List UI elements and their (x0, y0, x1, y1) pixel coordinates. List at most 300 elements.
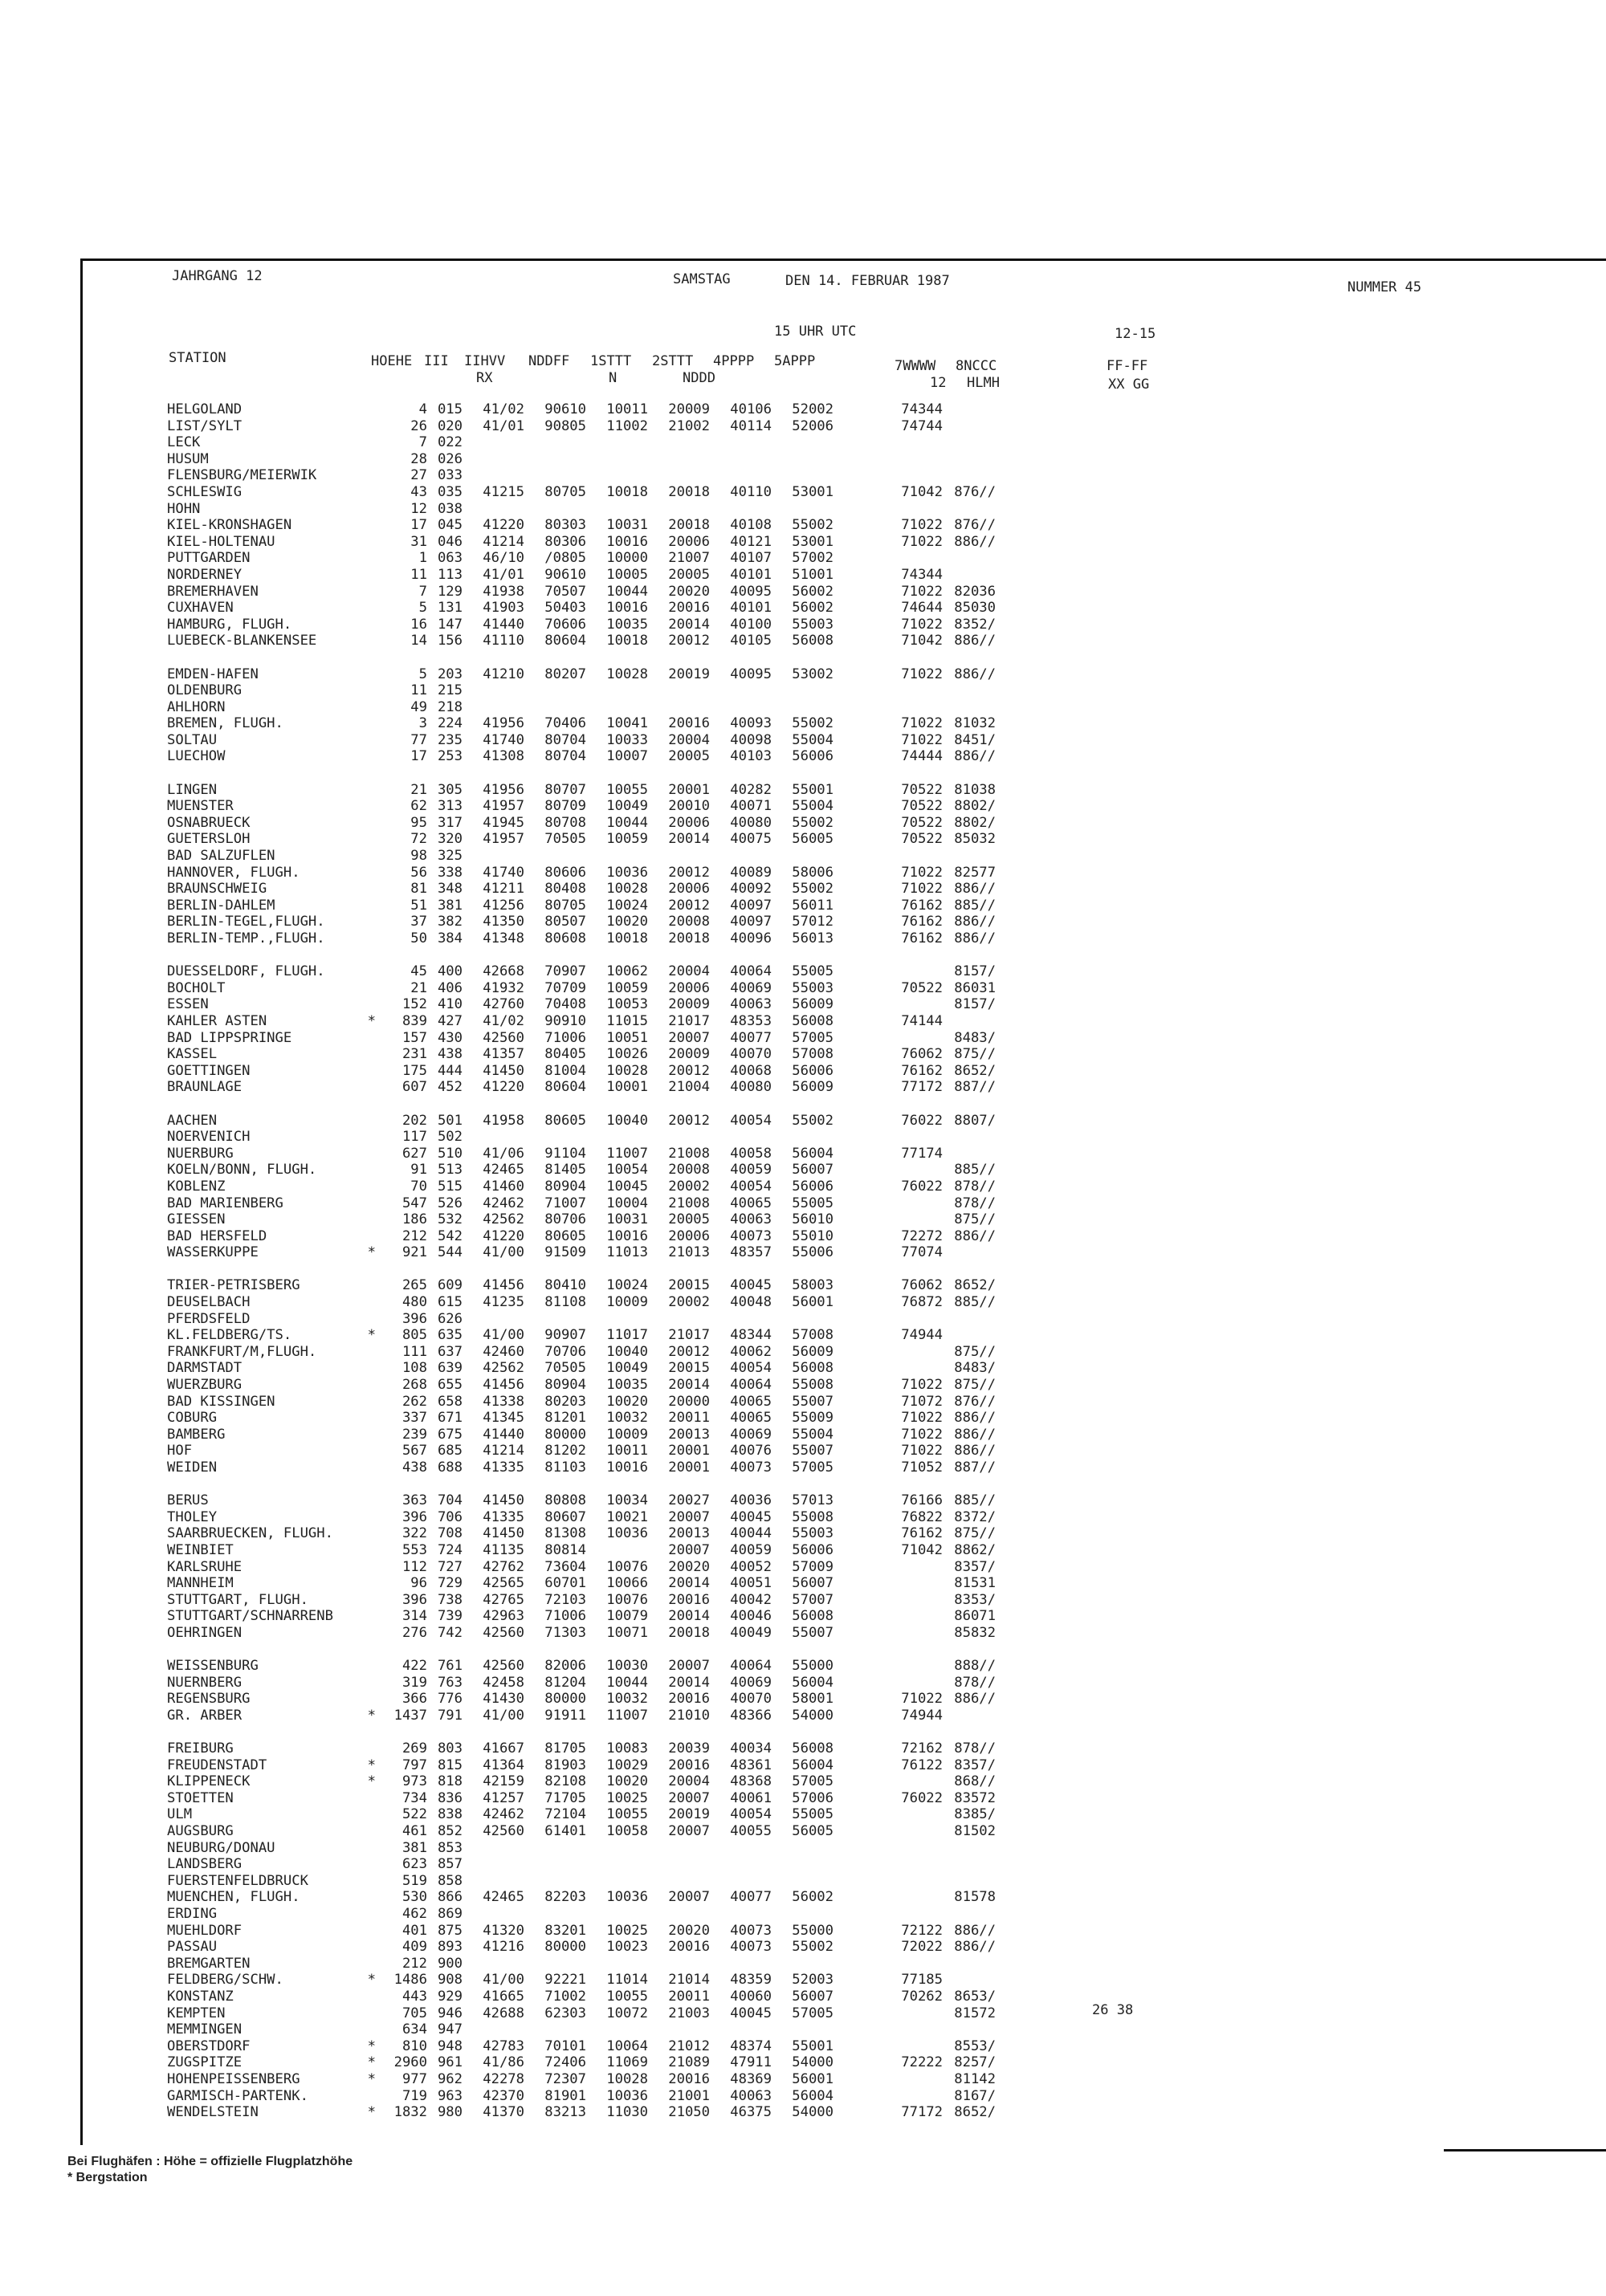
table-row (167, 1311, 1187, 1328)
station-height: 45 (410, 963, 427, 980)
group-2sttt: 20018 (668, 1624, 710, 1641)
station-id: 406 (437, 979, 463, 996)
group-nddff: 71705 (544, 1789, 586, 1806)
group-2sttt: 20004 (668, 731, 710, 748)
column-spacer (834, 2021, 880, 2038)
group-nddff (524, 1906, 586, 1923)
group-iihvv (463, 1873, 524, 1890)
weekday-label: SAMSTAG (673, 271, 731, 287)
table-row (167, 1608, 1187, 1625)
column-spacer (834, 2054, 880, 2071)
group-2sttt (648, 467, 710, 484)
group-4pppp: 40080 (730, 814, 772, 831)
station-height: 409 (402, 1939, 427, 1956)
group-1sttt: 10011 (606, 1443, 648, 1459)
station-height: 212 (402, 1955, 427, 1972)
mountain-marker (352, 848, 376, 865)
station-height: 839 (402, 1012, 427, 1029)
group-8nccc: 886// (954, 748, 996, 765)
group-4pppp: 48344 (730, 1327, 772, 1344)
station-id: 671 (437, 1410, 463, 1427)
group-4pppp: 40073 (730, 1459, 772, 1476)
table-row (167, 1046, 1187, 1063)
group-8nccc (943, 1129, 996, 1146)
station-name: OBERSTDORF (167, 2037, 251, 2054)
group-iihvv: 41214 (483, 1443, 524, 1459)
col-ff: FF-FF (1107, 358, 1148, 374)
group-7wwww (880, 1840, 943, 1857)
group-4pppp (710, 501, 772, 518)
group-7wwww: 76022 (901, 1178, 943, 1195)
group-4pppp: 40065 (730, 1393, 772, 1410)
station-height: 70 (410, 1178, 427, 1195)
station-name: WENDELSTEIN (167, 2104, 259, 2121)
group-2sttt: 21008 (668, 1145, 710, 1162)
group-5appp: 56008 (792, 1360, 834, 1377)
group-5appp (772, 1906, 834, 1923)
mountain-marker: * (367, 2070, 376, 2087)
group-8nccc: 875// (954, 1211, 996, 1228)
group-4pppp: 40114 (730, 417, 772, 434)
station-id: 639 (437, 1360, 463, 1377)
group-7wwww: 74144 (901, 1012, 943, 1029)
group-1sttt: 11013 (606, 1244, 648, 1261)
column-spacer (834, 666, 880, 683)
station-name: GOETTINGEN (167, 1062, 251, 1079)
group-8nccc (943, 1244, 996, 1261)
column-spacer (834, 1360, 880, 1377)
group-nddff: 80607 (544, 1508, 586, 1525)
group-4pppp: 40069 (730, 1426, 772, 1443)
group-2sttt: 20012 (668, 1343, 710, 1360)
group-8nccc: 85032 (954, 831, 996, 848)
group-nddff: 81201 (544, 1410, 586, 1427)
group-2sttt: 20020 (668, 1922, 710, 1939)
station-id: 526 (437, 1195, 463, 1211)
column-spacer (834, 1179, 880, 1195)
column-spacer (834, 550, 880, 567)
group-1sttt: 10024 (606, 897, 648, 914)
station-id: 685 (437, 1443, 463, 1459)
column-spacer (834, 1228, 880, 1245)
group-2sttt: 20006 (668, 814, 710, 831)
group-1sttt: 11017 (606, 1327, 648, 1344)
group-iihvv: 42562 (483, 1360, 524, 1377)
mountain-marker (352, 550, 376, 567)
group-2sttt (648, 501, 710, 518)
station-height: 480 (402, 1294, 427, 1311)
table-row (167, 1773, 1187, 1790)
station-name: WASSERKUPPE (167, 1244, 259, 1261)
mountain-marker: * (367, 1327, 376, 1344)
mountain-marker (352, 484, 376, 501)
group-4pppp (710, 434, 772, 451)
group-1sttt: 10041 (606, 715, 648, 732)
group-2sttt: 21089 (668, 2054, 710, 2071)
table-row (167, 1360, 1187, 1377)
group-1sttt: 10076 (606, 1591, 648, 1608)
group-nddff: 71006 (544, 1608, 586, 1625)
station-height: 314 (402, 1608, 427, 1625)
table-row (167, 1377, 1187, 1394)
table-row (167, 1492, 1187, 1509)
station-height: 7 (418, 434, 427, 451)
station-name: KLIPPENECK (167, 1773, 251, 1790)
station-id: 980 (437, 2104, 463, 2121)
station-id: 430 (437, 1029, 463, 1046)
group-5appp: 55002 (792, 517, 834, 534)
group-7wwww (880, 2038, 943, 2055)
group-iihvv: 41335 (483, 1459, 524, 1476)
group-2sttt: 21001 (668, 2087, 710, 2104)
mountain-marker (352, 1344, 376, 1361)
column-spacer (834, 1823, 880, 1840)
group-8nccc: 8157/ (954, 996, 996, 1013)
group-5appp: 56008 (792, 633, 834, 649)
group-2sttt (648, 451, 710, 468)
station-height: 112 (402, 1558, 427, 1575)
group-4pppp: 40110 (730, 483, 772, 500)
station-name: NUERNBERG (167, 1674, 243, 1691)
group-5appp: 55007 (792, 1443, 834, 1459)
table-row (167, 1559, 1187, 1576)
group-nddff: 80814 (544, 1541, 586, 1558)
group-iihvv: 42560 (483, 1658, 524, 1675)
group-2sttt (648, 1873, 710, 1890)
group-2sttt (648, 682, 710, 699)
group-iihvv: 41308 (483, 748, 524, 765)
group-7wwww: 71022 (901, 1443, 943, 1459)
table-row (167, 1740, 1187, 1757)
group-8nccc: 8385/ (954, 1806, 996, 1823)
station-height: 186 (402, 1211, 427, 1228)
station-name: DARMSTADT (167, 1360, 243, 1377)
group-nddff (524, 1873, 586, 1890)
group-iihvv: 42783 (483, 2037, 524, 2054)
station-id: 501 (437, 1112, 463, 1129)
group-8nccc: 885// (954, 1492, 996, 1509)
group-separator (167, 947, 1187, 964)
column-spacer (834, 1211, 880, 1228)
station-id: 836 (437, 1789, 463, 1806)
group-4pppp: 40103 (730, 748, 772, 765)
station-height: 72 (410, 831, 427, 848)
station-name: DUESSELDORF, FLUGH. (167, 963, 325, 980)
group-7wwww (880, 1030, 943, 1047)
table-row (167, 1327, 1187, 1344)
group-2sttt: 20007 (668, 1541, 710, 1558)
column-spacer (834, 1608, 880, 1625)
group-7wwww: 76062 (901, 1046, 943, 1063)
mountain-marker: * (367, 1972, 376, 1989)
group-1sttt: 10020 (606, 1773, 648, 1790)
group-4pppp: 40063 (730, 996, 772, 1013)
group-8nccc: 8802/ (954, 814, 996, 831)
group-7wwww: 76872 (901, 1294, 943, 1311)
group-nddff: 83201 (544, 1922, 586, 1939)
station-height: 5 (418, 666, 427, 682)
group-nddff: 91509 (544, 1244, 586, 1261)
group-5appp: 57013 (792, 1492, 834, 1509)
station-height: 11 (410, 566, 427, 583)
group-7wwww (880, 550, 943, 567)
group-5appp: 56007 (792, 1989, 834, 2005)
group-8nccc: 85832 (954, 1624, 996, 1641)
station-name: CUXHAVEN (167, 600, 234, 617)
table-row (167, 534, 1187, 551)
station-id: 675 (437, 1426, 463, 1443)
station-id: 946 (437, 2005, 463, 2021)
group-7wwww: 77172 (901, 1079, 943, 1096)
group-4pppp: 40070 (730, 1046, 772, 1063)
column-spacer (834, 484, 880, 501)
group-nddff: 80608 (544, 930, 586, 946)
column-spacer (834, 600, 880, 617)
group-nddff (524, 1311, 586, 1328)
mountain-marker (352, 732, 376, 749)
group-iihvv: 41/02 (483, 1012, 524, 1029)
group-iihvv: 42560 (483, 1823, 524, 1840)
group-4pppp: 40034 (730, 1740, 772, 1757)
table-row (167, 1244, 1187, 1261)
group-4pppp: 48357 (730, 1244, 772, 1261)
station-id: 948 (437, 2037, 463, 2054)
group-4pppp: 40077 (730, 1889, 772, 1906)
station-id: 253 (437, 748, 463, 765)
station-height: 265 (402, 1277, 427, 1294)
group-2sttt: 20009 (668, 1046, 710, 1063)
column-spacer (834, 1063, 880, 1080)
group-2sttt: 20014 (668, 1674, 710, 1691)
group-nddff: 80604 (544, 633, 586, 649)
mountain-marker (352, 534, 376, 551)
group-2sttt: 20012 (668, 864, 710, 881)
table-row (167, 1575, 1187, 1592)
group-8nccc: 81142 (954, 2070, 996, 2087)
mountain-marker (352, 584, 376, 600)
table-row (167, 963, 1187, 980)
group-iihvv (463, 451, 524, 468)
column-spacer (834, 418, 880, 435)
group-4pppp: 40061 (730, 1789, 772, 1806)
station-height: 719 (402, 2087, 427, 2104)
group-nddff: 70709 (544, 979, 586, 996)
group-4pppp: 40095 (730, 583, 772, 600)
station-height: 49 (410, 698, 427, 715)
column-spacer (834, 1459, 880, 1476)
group-nddff: 81405 (544, 1162, 586, 1179)
mountain-marker (352, 434, 376, 451)
group-8nccc: 81572 (954, 2005, 996, 2021)
station-name: COBURG (167, 1410, 218, 1427)
group-2sttt: 20005 (668, 748, 710, 765)
group-2sttt: 20018 (668, 483, 710, 500)
group-iihvv: 41945 (483, 814, 524, 831)
group-4pppp: 40077 (730, 1029, 772, 1046)
group-5appp: 52003 (792, 1972, 834, 1989)
group-5appp: 56001 (792, 2070, 834, 2087)
group-4pppp (710, 1129, 772, 1146)
mountain-marker (352, 1873, 376, 1890)
jahrgang-label: JAHRGANG 12 (172, 268, 263, 284)
group-nddff (524, 451, 586, 468)
group-4pppp: 40108 (730, 517, 772, 534)
station-height: 268 (402, 1377, 427, 1394)
mountain-marker (352, 865, 376, 881)
station-height: 396 (402, 1591, 427, 1608)
group-8nccc: 8653/ (954, 1989, 996, 2005)
station-height: 623 (402, 1856, 427, 1873)
group-5appp: 55002 (792, 881, 834, 898)
group-1sttt: 10036 (606, 864, 648, 881)
group-2sttt: 21004 (668, 1079, 710, 1096)
group-8nccc: 82577 (954, 864, 996, 881)
group-2sttt (648, 1906, 710, 1923)
group-iihvv: 41348 (483, 930, 524, 946)
group-1sttt: 10018 (606, 633, 648, 649)
group-8nccc: 8352/ (954, 616, 996, 633)
station-name: SOLTAU (167, 731, 218, 748)
group-iihvv: 42462 (483, 1195, 524, 1211)
group-8nccc: 875// (954, 1343, 996, 1360)
mountain-marker: * (367, 2037, 376, 2054)
group-nddff: 80707 (544, 781, 586, 798)
station-name: KIEL-HOLTENAU (167, 533, 275, 550)
group-2sttt: 20002 (668, 1178, 710, 1195)
station-height: 4 (418, 401, 427, 417)
column-spacer (834, 1592, 880, 1609)
station-name: KOBLENZ (167, 1178, 226, 1195)
group-2sttt: 20016 (668, 2070, 710, 2087)
group-4pppp: 40105 (730, 633, 772, 649)
station-id: 961 (437, 2054, 463, 2071)
group-4pppp: 40044 (730, 1525, 772, 1542)
group-iihvv: 41256 (483, 897, 524, 914)
table-row (167, 1013, 1187, 1030)
col-ff-sub: XX GG (1108, 377, 1150, 393)
group-5appp: 52006 (792, 417, 834, 434)
group-4pppp: 40059 (730, 1541, 772, 1558)
mountain-marker (352, 418, 376, 435)
station-id: 742 (437, 1624, 463, 1641)
station-height: 157 (402, 1029, 427, 1046)
group-nddff: 72307 (544, 2070, 586, 2087)
station-height: 797 (402, 1757, 427, 1773)
group-iihvv: 41220 (483, 1227, 524, 1244)
station-height: 43 (410, 483, 427, 500)
station-name: LINGEN (167, 781, 218, 798)
station-name: WEISSENBURG (167, 1658, 259, 1675)
group-4pppp: 40054 (730, 1178, 772, 1195)
group-8nccc: 885// (954, 1162, 996, 1179)
group-1sttt: 10028 (606, 1062, 648, 1079)
mountain-marker: * (367, 2104, 376, 2121)
station-height: 11 (410, 682, 427, 699)
station-height: 5 (418, 600, 427, 617)
group-2sttt: 20002 (668, 1294, 710, 1311)
station-height: 973 (402, 1773, 427, 1790)
group-4pppp: 40059 (730, 1162, 772, 1179)
group-nddff: 70505 (544, 1360, 586, 1377)
mountain-marker (352, 963, 376, 980)
group-2sttt (648, 848, 710, 865)
table-row (167, 1856, 1187, 1873)
station-name: MUENSTER (167, 798, 234, 815)
station-name: GR. ARBER (167, 1707, 243, 1724)
table-row (167, 732, 1187, 749)
group-iihvv (463, 467, 524, 484)
group-2sttt: 20012 (668, 1112, 710, 1129)
station-name: FELDBERG/SCHW. (167, 1972, 283, 1989)
column-spacer (834, 2104, 880, 2121)
group-2sttt: 20014 (668, 1575, 710, 1592)
station-name: PFERDSFELD (167, 1310, 251, 1327)
group-nddff: 80000 (544, 1426, 586, 1443)
group-nddff: 83213 (544, 2104, 586, 2121)
group-iihvv: 41/01 (483, 566, 524, 583)
group-1sttt: 10054 (606, 1162, 648, 1179)
group-1sttt: 10083 (606, 1740, 648, 1757)
station-height: 98 (410, 848, 427, 865)
group-1sttt (586, 467, 648, 484)
group-separator (167, 1476, 1187, 1493)
station-id: 637 (437, 1343, 463, 1360)
group-1sttt: 10007 (606, 748, 648, 765)
group-5appp: 58003 (792, 1277, 834, 1294)
table-row (167, 1823, 1187, 1840)
group-separator (167, 1261, 1187, 1278)
group-5appp: 55003 (792, 979, 834, 996)
group-iihvv (463, 501, 524, 518)
table-row (167, 1509, 1187, 1526)
column-spacer (834, 1344, 880, 1361)
group-7wwww (880, 1906, 943, 1923)
group-2sttt: 20009 (668, 401, 710, 417)
column-spacer (834, 682, 880, 699)
group-8nccc: 8802/ (954, 798, 996, 815)
mountain-marker (352, 1030, 376, 1047)
group-4pppp: 40063 (730, 1211, 772, 1228)
group-nddff: 91911 (544, 1707, 586, 1724)
column-spacer (834, 898, 880, 914)
mountain-marker: * (367, 1707, 376, 1724)
group-2sttt: 20016 (668, 715, 710, 732)
group-2sttt: 20039 (668, 1740, 710, 1757)
group-2sttt: 21008 (668, 1195, 710, 1211)
group-2sttt: 20007 (668, 1789, 710, 1806)
group-1sttt (586, 1856, 648, 1873)
table-row (167, 484, 1187, 501)
group-4pppp: 40101 (730, 566, 772, 583)
group-iihvv: 42465 (483, 1889, 524, 1906)
column-spacer (834, 930, 880, 947)
group-2sttt: 20012 (668, 1062, 710, 1079)
group-4pppp: 40048 (730, 1294, 772, 1311)
station-id: 129 (437, 583, 463, 600)
group-5appp: 55002 (792, 1112, 834, 1129)
mountain-marker (352, 617, 376, 633)
group-7wwww (880, 1575, 943, 1592)
station-id: 131 (437, 600, 463, 617)
mountain-marker (352, 1459, 376, 1476)
group-1sttt (586, 2021, 648, 2038)
column-spacer (834, 1840, 880, 1857)
station-height: 31 (410, 533, 427, 550)
station-name: OSNABRUECK (167, 814, 251, 831)
group-1sttt: 11002 (606, 417, 648, 434)
mountain-marker (352, 1525, 376, 1542)
group-2sttt: 20009 (668, 996, 710, 1013)
